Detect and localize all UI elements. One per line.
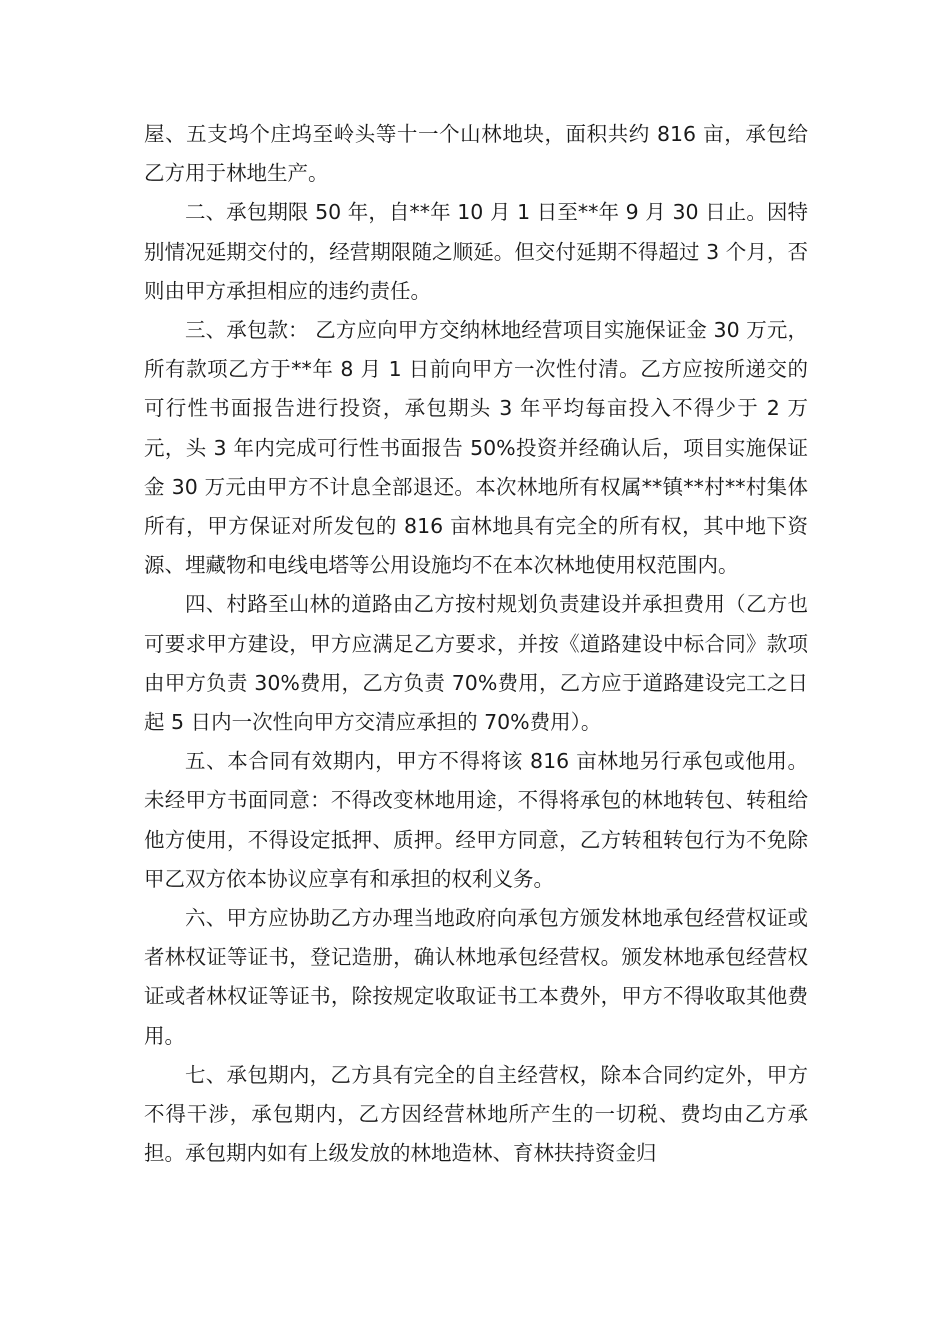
clause-5-restrictions: 五、本合同有效期内，甲方不得将该 816 亩林地另行承包或他用。未经甲方书面同意：不得改变林地用途，不得将承包的林地转包、转租给他方使用，不得设定抵押、质押。经甲方同意，乙方转租转包行为不免除甲乙双方依本协议应享有和承担的权利义务。 [144,749,808,891]
clause-4-road: 四、村路至山林的道路由乙方按村规划负责建设并承担费用（乙方也可要求甲方建设，甲方应满足乙方要求，并按《道路建设中标合同》款项由甲方负责 30%费用，乙方负责 70%费用，乙方应于道路建设完工之日起 5 日内一次性向甲方交清应承担的 70%费用）。 [144,592,808,735]
clause-6-certificates: 六、甲方应协助乙方办理当地政府向承包方颁发林地承包经营权证或者林权证等证书，登记造册，确认林地承包经营权。颁发林地承包经营权证或者林权证等证书，除按规定收取证书工本费外，甲方不得收取其他费用。 [144,906,808,1048]
clause-3-payment: 三、承包款： 乙方应向甲方交纳林地经营项目实施保证金 30 万元，所有款项乙方于**年 8 月 1 日前向甲方一次性付清。乙方应按所递交的可行性书面报告进行投资，承包期头 3 年平均每亩投入不得少于 2 万元，头 3 年内完成可行性书面报告 50%投资并经确认后，项目实施保证金 30 万元由甲方不计息全部退还。本次林地所有权属**镇**村**村集体所有，甲方保证对所发包的 816 亩林地具有完全的所有权，其中地下资源、埋藏物和电线电塔等公用设施均不在本次林地使用权范围内。 [144,318,808,578]
clause-7-autonomy: 七、承包期内，乙方具有完全的自主经营权，除本合同约定外，甲方不得干涉，承包期内，乙方因经营林地所产生的一切税、费均由乙方承担。承包期内如有上级发放的林地造林、育林扶持资金归 [144,1062,808,1166]
clause-2-term: 二、承包期限 50 年，自**年 10 月 1 日至**年 9 月 30 日止。因特别情况延期交付的，经营期限随之顺延。但交付延期不得超过 3 个月，否则由甲方承担相应的违约责任。 [144,200,808,303]
contract-body [144,115,808,1173]
paragraph-continuation: 屋、五支坞个庄坞至岭头等十一个山林地块，面积共约 816 亩，承包给乙方用于林地生产。 [144,122,808,186]
